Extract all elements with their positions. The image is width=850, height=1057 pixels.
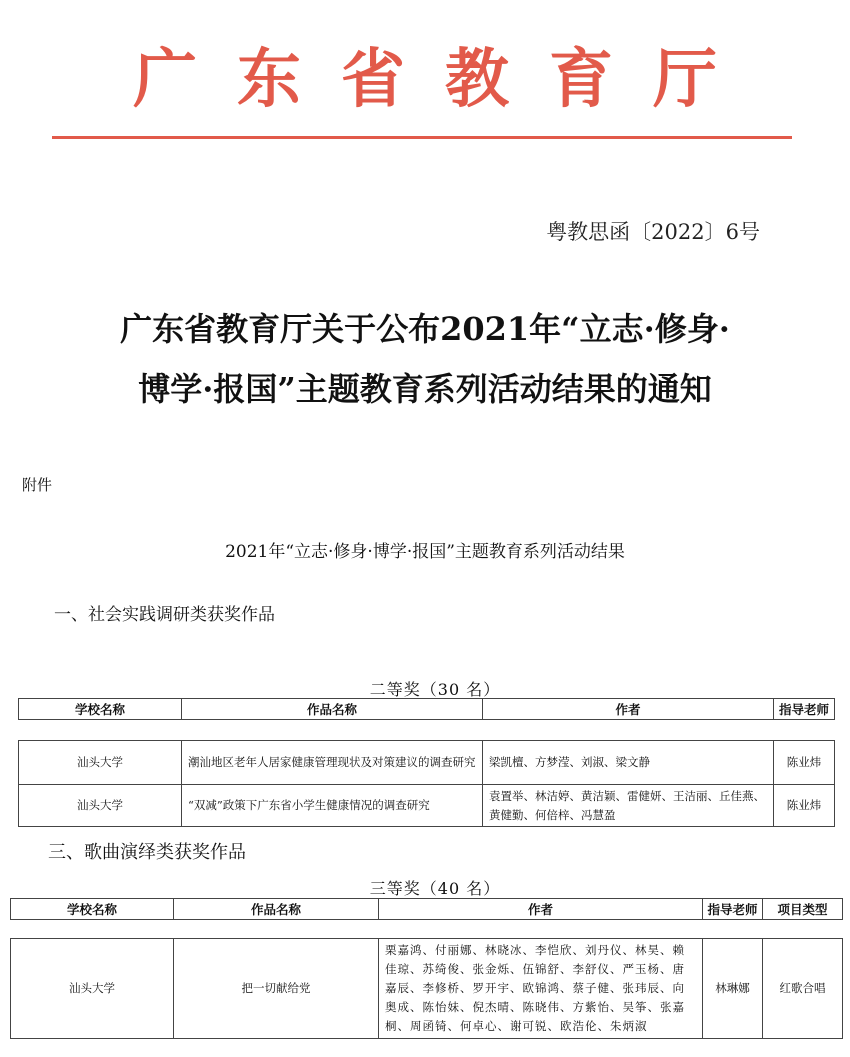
cell-school: 汕头大学 bbox=[19, 741, 182, 785]
table-row bbox=[19, 785, 835, 827]
cell-authors: 梁凯檀、方梦滢、刘淑、梁文静 bbox=[483, 741, 774, 785]
award-level-third-prize: 三等奖（40 名） bbox=[369, 879, 501, 898]
cell-work: 把一切献给党 bbox=[174, 939, 379, 1039]
cell-school: 汕头大学 bbox=[19, 785, 182, 827]
header-teacher: 指导老师 bbox=[774, 699, 835, 720]
header-authors: 作者 bbox=[483, 699, 774, 720]
notice-title-line-2: 博学·报国”主题教育系列活动结果的通知 bbox=[138, 370, 712, 408]
cell-school: 汕头大学 bbox=[11, 939, 174, 1039]
header-work: 作品名称 bbox=[174, 899, 379, 920]
header-project-type: 项目类型 bbox=[763, 899, 843, 920]
award-level-second-prize: 二等奖（30 名） bbox=[369, 680, 501, 699]
cell-project-type: 红歌合唱 bbox=[763, 939, 843, 1039]
cell-teacher: 林琳娜 bbox=[703, 939, 763, 1039]
masthead-red-rule bbox=[52, 136, 792, 139]
header-work: 作品名称 bbox=[182, 699, 483, 720]
header-authors: 作者 bbox=[379, 899, 703, 920]
section-heading-song-performance: 三、歌曲演绎类获奖作品 bbox=[48, 842, 246, 863]
section-heading-social-practice: 一、社会实践调研类获奖作品 bbox=[54, 605, 275, 625]
cell-teacher: 陈业炜 bbox=[774, 741, 835, 785]
table-row bbox=[11, 939, 843, 1039]
masthead-title: 广东省教育厅 bbox=[133, 42, 757, 117]
attachment-subtitle: 2021年“立志·修身·博学·报国”主题教育系列活动结果 bbox=[225, 542, 625, 562]
notice-title-line-1: 广东省教育厅关于公布2021年“立志·修身· bbox=[120, 310, 730, 348]
attachment-label: 附件 bbox=[22, 476, 53, 494]
header-school: 学校名称 bbox=[11, 899, 174, 920]
header-teacher: 指导老师 bbox=[703, 899, 763, 920]
results-table-song-performance bbox=[10, 898, 843, 920]
cell-authors: 栗嘉鸿、付丽娜、林晓冰、李恺欣、刘丹仪、林昊、赖佳琼、苏绮俊、张金烁、伍锦舒、李舒仪、严玉杨、唐嘉辰、李修桥、罗开宇、欧锦鸿、蔡子健、张玮辰、向奥成、陈怡妹、倪杰晴、陈晓伟、方紫怡、吴筝、张嘉桐、周函锜、何卓心、谢可锐、欧浩伦、朱炳淑 bbox=[379, 939, 703, 1039]
cell-work: “双减”政策下广东省小学生健康情况的调查研究 bbox=[182, 785, 483, 827]
table-row bbox=[19, 741, 835, 785]
results-table-social-practice bbox=[18, 698, 835, 720]
results-table-song-performance-body bbox=[10, 938, 843, 1039]
table-header-row bbox=[19, 699, 835, 720]
header-school: 学校名称 bbox=[19, 699, 182, 720]
cell-teacher: 陈业炜 bbox=[774, 785, 835, 827]
cell-authors: 袁置举、林洁婷、黄洁颖、雷健妍、王洁丽、丘佳燕、黄健勤、何倍梓、冯慧盈 bbox=[483, 785, 774, 827]
cell-work: 潮汕地区老年人居家健康管理现状及对策建议的调查研究 bbox=[182, 741, 483, 785]
results-table-social-practice-body bbox=[18, 740, 835, 827]
table-header-row bbox=[11, 899, 843, 920]
document-number: 粤教思函〔2022〕6号 bbox=[546, 220, 760, 244]
